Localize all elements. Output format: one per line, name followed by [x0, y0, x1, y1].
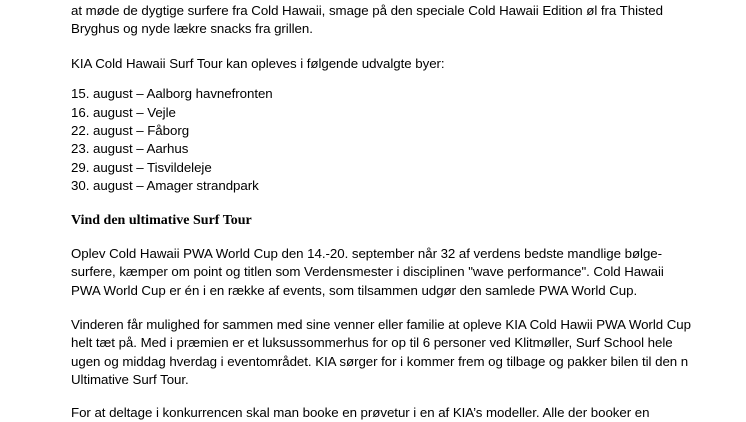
list-item: 23. august – Aarhus: [71, 141, 189, 156]
cities-intro: KIA Cold Hawaii Surf Tour kan opleves i følgende udvalgte byer:: [71, 56, 445, 71]
list-item: 29. august – Tisvildeleje: [71, 160, 212, 175]
paragraph-line: For at deltage i konkurrencen skal man booke en prøvetur i en af KIA’s modeller. Alle der booker en: [71, 405, 650, 420]
intro-line-2: Bryghus og nyde lækre snacks fra grillen.: [71, 21, 313, 36]
paragraph-line: PWA World Cup er én i en række af events, som tilsammen udgør den samlede PWA World Cup.: [71, 283, 638, 298]
paragraph-line: surfere, kæmper om point og titlen som Verdensmester i disciplinen "wave performance". Cold Hawaii: [71, 264, 664, 279]
list-item: 30. august – Amager strandpark: [71, 178, 259, 193]
intro-line-1: at møde de dygtige surfere fra Cold Hawaii, smage på den speciale Cold Hawaii Edition øl fra Thisted: [71, 3, 663, 18]
paragraph-line: helt tæt på. Med i præmien er et luksussommerhus for op til 6 personer ved Klitmøller, Surf School hele: [71, 335, 673, 350]
section-heading: Vind den ultimative Surf Tour: [71, 213, 252, 228]
paragraph-line: Ultimative Surf Tour.: [71, 372, 189, 387]
paragraph-line: Vinderen får mulighed for sammen med sine venner eller familie at opleve KIA Cold Hawii PWA World Cup: [71, 317, 691, 332]
paragraph-line: Oplev Cold Hawaii PWA World Cup den 14.-20. september når 32 af verdens bedste mandlige bølge-: [71, 246, 663, 261]
list-item: 16. august – Vejle: [71, 105, 176, 120]
paragraph-line: ugen og middag hverdag i eventområdet. KIA sørger for i kommer frem og tilbage og pakker bilen til den n: [71, 354, 689, 369]
list-item: 22. august – Fåborg: [71, 123, 190, 138]
list-item: 15. august – Aalborg havnefronten: [71, 86, 273, 101]
